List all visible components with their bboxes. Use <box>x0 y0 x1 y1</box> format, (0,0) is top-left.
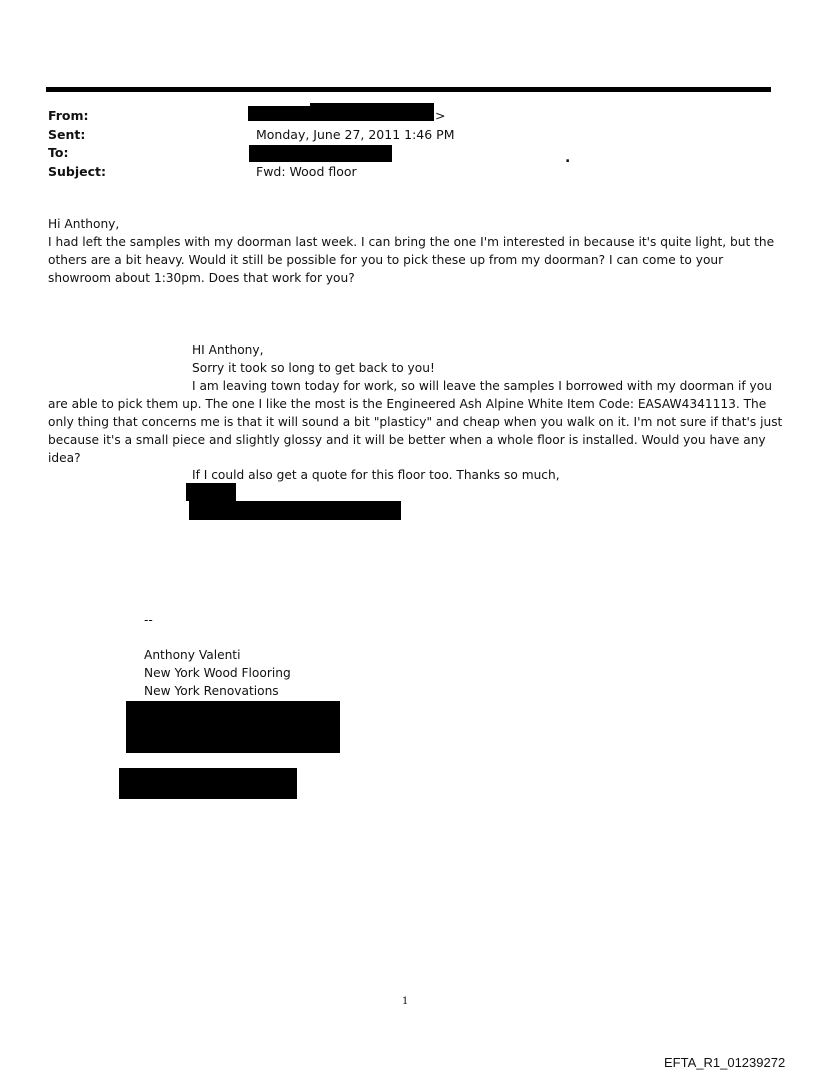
from-suffix: > <box>435 108 446 123</box>
document-id: EFTA_R1_01239272 <box>664 1055 786 1070</box>
original-line: Sorry it took so long to get back to you! <box>192 361 435 375</box>
redaction-from-name <box>248 106 310 121</box>
signature-company: New York Wood Flooring <box>144 666 291 680</box>
original-line: because it's a small piece and slightly glossy and it will be better when a whole floor is installed. Would you have any <box>48 433 766 447</box>
redaction-to <box>249 145 392 162</box>
from-label: From: <box>48 108 89 123</box>
to-label: To: <box>48 145 69 160</box>
reply-greeting: Hi Anthony, <box>48 217 120 231</box>
redaction-from-email <box>310 103 434 121</box>
signature-name: Anthony Valenti <box>144 648 241 662</box>
page-number: 1 <box>402 996 409 1007</box>
original-line: only thing that concerns me is that it will sound a bit "plasticy" and cheap when you walk on it. I'm not sure if that's just <box>48 415 783 429</box>
sent-label: Sent: <box>48 127 86 142</box>
original-line: I am leaving town today for work, so will leave the samples I borrowed with my doorman if you <box>192 379 772 393</box>
reply-line: I had left the samples with my doorman last week. I can bring the one I'm interested in because it's quite light, but the <box>48 235 775 249</box>
redaction-signature-contact <box>126 701 340 753</box>
original-line: idea? <box>48 451 81 465</box>
header-rule <box>46 87 771 92</box>
reply-line: others are a bit heavy. Would it still be possible for you to pick these up from my doorman? I can come to your <box>48 253 724 267</box>
subject-value: Fwd: Wood floor <box>256 164 357 179</box>
reply-line: showroom about 1:30pm. Does that work for you? <box>48 271 355 285</box>
subject-label: Subject: <box>48 164 106 179</box>
sent-value: Monday, June 27, 2011 1:46 PM <box>256 127 455 142</box>
original-line: are able to pick them up. The one I like the most is the Engineered Ash Alpine White Item Code: EASAW4341113. The <box>48 397 767 411</box>
signature-company: New York Renovations <box>144 684 279 698</box>
redaction-sender-details <box>189 501 401 520</box>
redaction-sender-name <box>186 483 236 501</box>
original-closing: If I could also get a quote for this floor too. Thanks so much, <box>192 468 560 482</box>
stray-dot: . <box>565 150 571 166</box>
signature-dashes: -- <box>144 613 153 627</box>
original-greeting: HI Anthony, <box>192 343 264 357</box>
redaction-signature-extra <box>119 768 297 799</box>
